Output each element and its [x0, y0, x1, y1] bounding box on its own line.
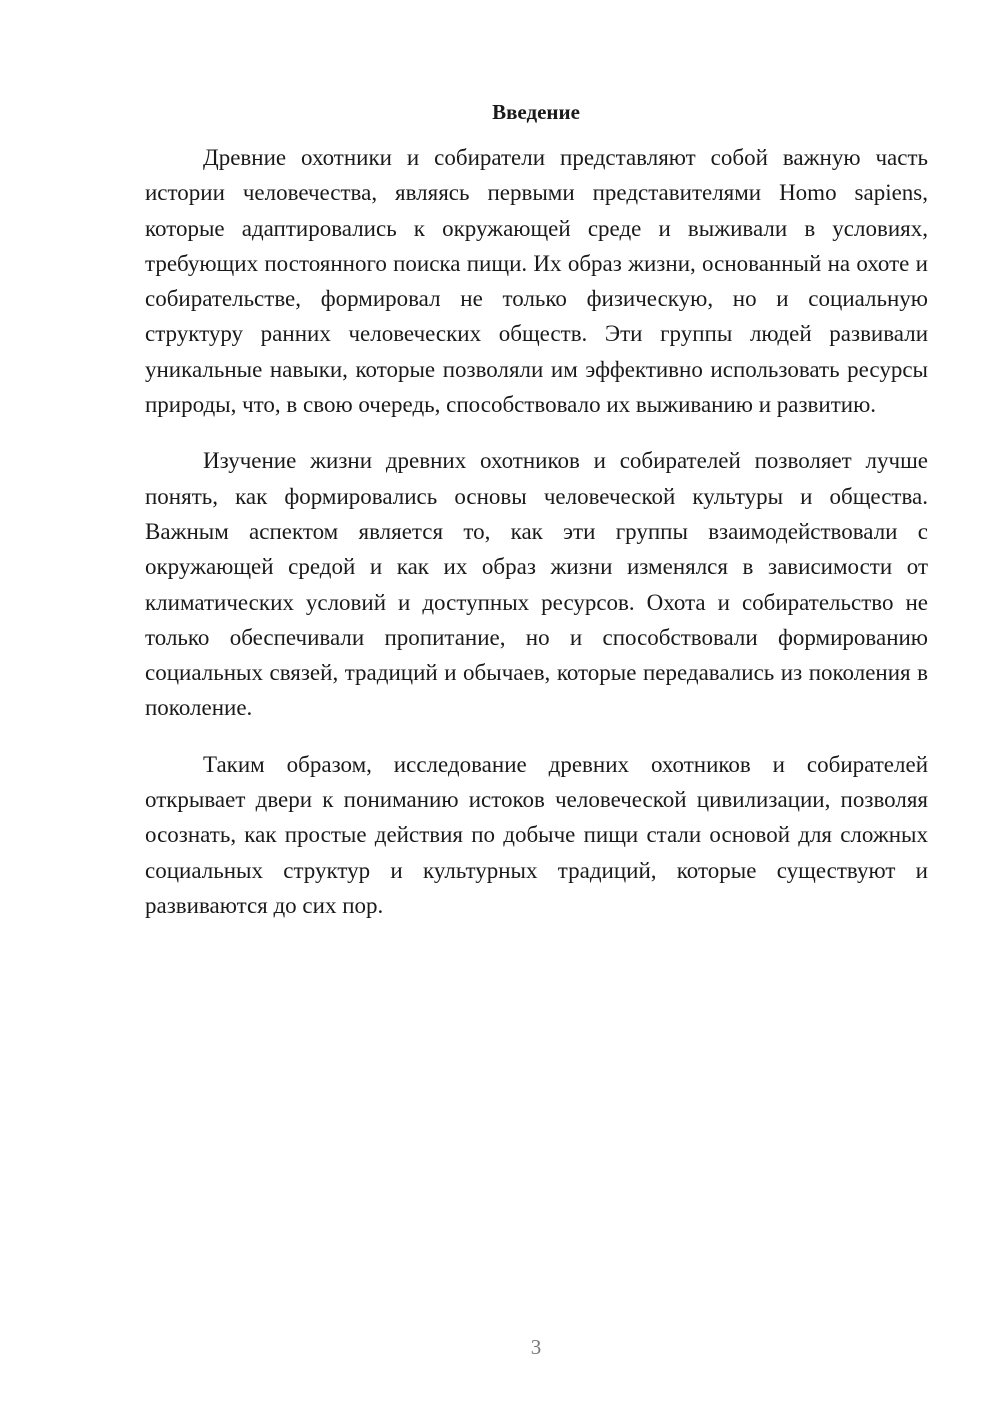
paragraph-1: Древние охотники и собиратели представляют собой важную часть истории человечества, являясь первыми представителями Homo sapiens, которые адаптировались к окружающей среде и выживали в условиях, требующих постоянного поиска пищи. Их образ жизни, основанный на охоте и собирательстве, формировал не только физическую, но и социальную структуру ранних человеческих обществ. Эти группы людей развивали уникальные навыки, которые позволяли им эффективно использовать ресурсы природы, что, в свою очередь, способствовало их выживанию и развитию. — [145, 145, 928, 418]
paragraph-2: Изучение жизни древних охотников и собирателей позволяет лучше понять, как формировались основы человеческой культуры и общества. Важным аспектом является то, как эти группы взаимодействовали с окружающей средой и как их образ жизни изменялся в зависимости от климатических условий и доступных ресурсов. Охота и собирательство не только обеспечивали пропитание, но и способствовали формированию социальных связей, традиций и обычаев, которые передавались из поколения в поколение. — [145, 448, 928, 721]
body-text — [145, 140, 928, 923]
page-title: Введение — [492, 100, 580, 124]
page-number: 3 — [530, 1335, 542, 1359]
paragraph-3: Таким образом, исследование древних охотников и собирателей открывает двери к пониманию истоков человеческой цивилизации, позволяя осознать, как простые действия по добыче пищи стали основой для сложных социальных структур и культурных традиций, которые существуют и развиваются до сих пор. — [145, 751, 928, 918]
